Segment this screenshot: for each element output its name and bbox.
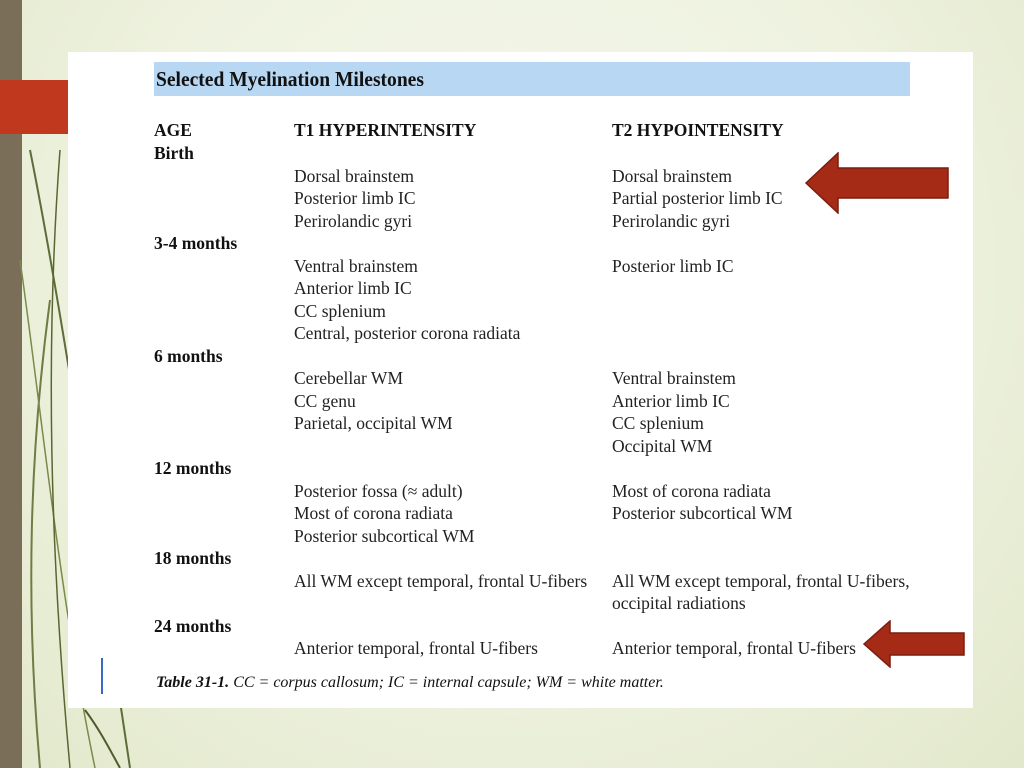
- t1-cell: Posterior fossa (≈ adult): [294, 481, 463, 501]
- caption-lead: Table 31-1.: [156, 674, 230, 691]
- t1-cell: Central, posterior corona radiata: [294, 323, 521, 343]
- t1-cell: Cerebellar WM: [294, 368, 404, 388]
- t1-cell: All WM except temporal, frontal U-fibers: [294, 571, 588, 591]
- t1-cell: CC splenium: [294, 301, 386, 321]
- t1-cell: Parietal, occipital WM: [294, 413, 453, 433]
- t1-cell: Anterior temporal, frontal U-fibers: [294, 638, 538, 658]
- header-t1: T1 HYPERINTENSITY: [294, 120, 477, 140]
- text-cursor-line: [101, 658, 103, 694]
- t1-cell: CC genu: [294, 391, 356, 411]
- t1-cell: Ventral brainstem: [294, 256, 418, 276]
- age-6-months: 6 months: [154, 346, 223, 366]
- age-birth: Birth: [154, 143, 194, 163]
- table-image-panel: [68, 52, 973, 708]
- header-age: AGE: [154, 120, 192, 140]
- t2-cell: Ventral brainstem: [612, 368, 736, 388]
- caption-text: CC = corpus callosum; IC = internal capsule; WM = white matter.: [233, 674, 664, 691]
- arrow-left-icon: [804, 152, 950, 214]
- t2-cell: Posterior limb IC: [612, 256, 734, 276]
- t2-cell: Perirolandic gyri: [612, 211, 731, 231]
- slide-accent-tab: [0, 80, 68, 134]
- age-24-months: 24 months: [154, 616, 232, 636]
- t1-cell: Posterior limb IC: [294, 188, 416, 208]
- age-12-months: 12 months: [154, 458, 232, 478]
- t2-cell: Anterior temporal, frontal U-fibers: [612, 638, 856, 658]
- t2-cell: Posterior subcortical WM: [612, 503, 793, 523]
- t2-cell: Dorsal brainstem: [612, 166, 733, 186]
- t1-cell: Anterior limb IC: [294, 278, 412, 298]
- t2-cell: All WM except temporal, frontal U-fibers,: [612, 571, 910, 591]
- t2-cell: Partial posterior limb IC: [612, 188, 783, 208]
- age-3-4-months: 3-4 months: [154, 233, 238, 253]
- t2-cell: occipital radiations: [612, 593, 746, 613]
- t1-cell: Most of corona radiata: [294, 503, 453, 523]
- table-caption: [156, 674, 664, 692]
- table-title: Selected Myelination Milestones: [154, 62, 910, 96]
- age-18-months: 18 months: [154, 548, 232, 568]
- t1-cell: Dorsal brainstem: [294, 166, 415, 186]
- t1-cell: Perirolandic gyri: [294, 211, 413, 231]
- t1-cell: Posterior subcortical WM: [294, 526, 475, 546]
- t2-cell: Most of corona radiata: [612, 481, 771, 501]
- t2-cell: Anterior limb IC: [612, 391, 730, 411]
- header-t2: T2 HYPOINTENSITY: [612, 120, 784, 140]
- t2-cell: Occipital WM: [612, 436, 713, 456]
- t2-cell: CC splenium: [612, 413, 704, 433]
- arrow-left-icon: [862, 620, 966, 668]
